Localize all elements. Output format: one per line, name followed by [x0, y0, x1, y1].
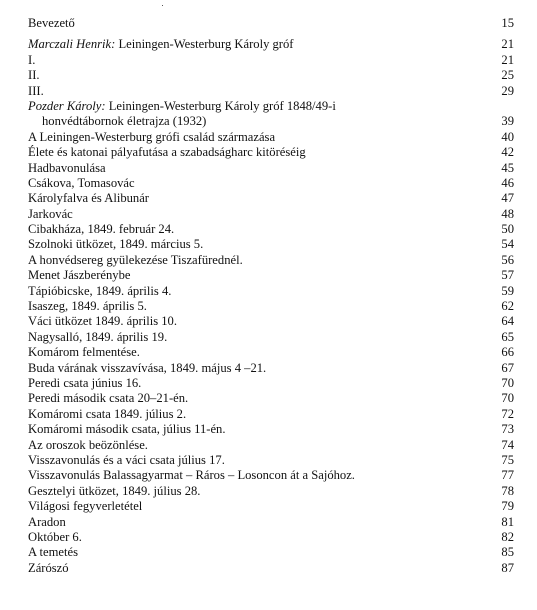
toc-entry-title: Peredi második csata 20–21-én. [28, 391, 189, 406]
toc-entry-title: Váci ütközet 1849. április 10. [28, 314, 177, 329]
toc-entry [28, 253, 514, 268]
toc-entry-title: Hadbavonulása [28, 160, 106, 175]
toc-entry [28, 468, 514, 483]
toc-entry-page: 78 [501, 483, 514, 498]
toc-entry-title: Jarkovác [28, 206, 73, 221]
toc-entry-page: 15 [501, 16, 514, 30]
toc-entry-page: 47 [501, 191, 514, 206]
toc-entry [28, 407, 514, 422]
toc-entry-title: Világosi fegyverletétel [28, 499, 143, 514]
toc-entry-page: 87 [501, 560, 514, 575]
toc-entry-title: Október 6. [28, 529, 82, 544]
toc-entry-page: 67 [501, 360, 514, 375]
toc-entry-title: Visszavonulás és a váci csata július 17. [28, 452, 225, 467]
toc-entry [28, 299, 514, 314]
toc-entry-page: 70 [501, 391, 514, 406]
toc-entry [28, 191, 514, 206]
toc-entry-title: Élete és katonai pályafutása a szabadságharc kitöréséig [28, 145, 306, 160]
toc-entry-page: 59 [501, 283, 514, 298]
toc-entry [28, 314, 514, 329]
toc-entry-title: Cibakháza, 1849. február 24. [28, 222, 175, 237]
toc-entry-page: 39 [501, 114, 514, 129]
toc-entry [28, 361, 514, 376]
toc-entry [28, 207, 514, 222]
toc-entry [28, 176, 514, 191]
toc-entry-title: Zárószó [28, 560, 69, 575]
toc-entry-title-continuation: honvédtábornok életrajza (1932) [42, 114, 207, 129]
toc-entry-author: Pozder Károly: [28, 98, 106, 113]
toc-entry-page: 73 [501, 422, 514, 437]
toc-entry [28, 99, 514, 130]
toc-entry-page: 81 [501, 514, 514, 529]
toc-entry-title: A honvédsereg gyülekezése Tiszafürednél. [28, 252, 243, 267]
toc-entry-title-text: Leiningen-Westerburg Károly gróf 1848/49-i [108, 98, 336, 113]
toc-entry-title: Csákova, Tomasovác [28, 175, 135, 190]
toc-entry-title [28, 37, 468, 52]
toc-entry-title: Peredi csata június 16. [28, 376, 142, 390]
toc-entry-title: Isaszeg, 1849. április 5. [28, 299, 147, 314]
toc-entry-title: Tápióbicske, 1849. április 4. [28, 283, 172, 298]
toc-entry-title: I. [28, 52, 36, 67]
toc-entry-page: 29 [501, 83, 514, 98]
toc-entry-title: Aradon [28, 514, 66, 529]
toc-entry [28, 237, 514, 252]
toc-entry [28, 130, 514, 145]
toc-entry-title: Komáromi csata 1849. július 2. [28, 406, 187, 421]
toc-entry-title: Menet Jászberénybe [28, 268, 131, 283]
toc-entry [28, 376, 514, 391]
toc-entry-page: 65 [501, 329, 514, 344]
toc-entry [28, 284, 514, 299]
toc-entry-page: 54 [501, 237, 514, 252]
toc-entry-title: II. [28, 68, 40, 83]
toc-entry-title: A Leiningen-Westerburg grófi család származása [28, 129, 276, 144]
toc-entry-page: 62 [501, 299, 514, 314]
toc-entry [28, 391, 514, 406]
toc-entry-title: A temetés [28, 545, 79, 560]
toc-entry-author: Marczali Henrik: [28, 37, 116, 52]
toc-entry [28, 438, 514, 453]
toc-entry [28, 515, 514, 530]
toc-entry-page: 50 [501, 222, 514, 237]
toc-entry-title-text: Leiningen-Westerburg Károly gróf [118, 37, 294, 52]
toc-entry-title: Bevezető [28, 16, 75, 30]
toc-entry [28, 484, 514, 499]
toc-entry [28, 422, 514, 437]
toc-entry [28, 345, 514, 360]
toc-entry-page: 77 [501, 468, 514, 483]
toc-entry-page: 21 [501, 52, 514, 67]
toc-list [28, 16, 514, 576]
toc-entry [28, 53, 514, 68]
toc-entry [28, 16, 514, 31]
toc-entry-page: 56 [501, 252, 514, 267]
toc-entry-page: 85 [501, 545, 514, 560]
toc-entry [28, 161, 514, 176]
toc-entry-title: Károlyfalva és Alibunár [28, 191, 149, 206]
scan-speck [162, 5, 163, 6]
toc-entry-page: 42 [501, 145, 514, 160]
toc-entry [28, 68, 514, 83]
toc-entry [28, 330, 514, 345]
toc-entry-page: 46 [501, 175, 514, 190]
toc-entry [28, 84, 514, 99]
toc-entry-page: 82 [501, 529, 514, 544]
toc-entry [28, 222, 514, 237]
toc-entry-page: 57 [501, 268, 514, 283]
toc-entry [28, 453, 514, 468]
toc-entry [28, 545, 514, 560]
toc-entry [28, 37, 514, 52]
toc-entry-title: Szolnoki ütközet, 1849. március 5. [28, 237, 204, 252]
toc-entry-page: 45 [501, 160, 514, 175]
toc-entry-page: 75 [501, 452, 514, 467]
toc-entry [28, 530, 514, 545]
toc-entry-page: 25 [501, 68, 514, 83]
toc-entry-page: 21 [501, 37, 514, 52]
toc-entry-page: 79 [501, 499, 514, 514]
toc-entry-page: 40 [501, 129, 514, 144]
toc-entry-page: 64 [501, 314, 514, 329]
toc-entry [28, 145, 514, 160]
toc-entry [28, 561, 514, 576]
toc-entry-title: Komárom felmentése. [28, 345, 140, 360]
toc-entry [28, 499, 514, 514]
toc-entry-title: Visszavonulás Balassagyarmat – Ráros – Losoncon át a Sajóhoz. [28, 468, 355, 483]
toc-entry-page: 72 [501, 406, 514, 421]
toc-entry-title: Buda várának visszavívása, 1849. május 4 –21. [28, 360, 267, 375]
toc-entry-title [28, 99, 468, 130]
toc-entry-title: Gesztelyi ütközet, 1849. július 28. [28, 483, 201, 498]
toc-entry-page: 48 [501, 206, 514, 221]
toc-entry-title: Komáromi második csata, július 11-én. [28, 422, 226, 437]
toc-entry-title: III. [28, 83, 44, 98]
toc-entry-title: Az oroszok beözönlése. [28, 437, 148, 452]
toc-entry-title: Nagysalló, 1849. április 19. [28, 329, 168, 344]
toc-entry-page: 70 [501, 376, 514, 390]
toc-entry-page: 74 [501, 437, 514, 452]
toc-entry [28, 268, 514, 283]
toc-entry-page: 66 [501, 345, 514, 360]
